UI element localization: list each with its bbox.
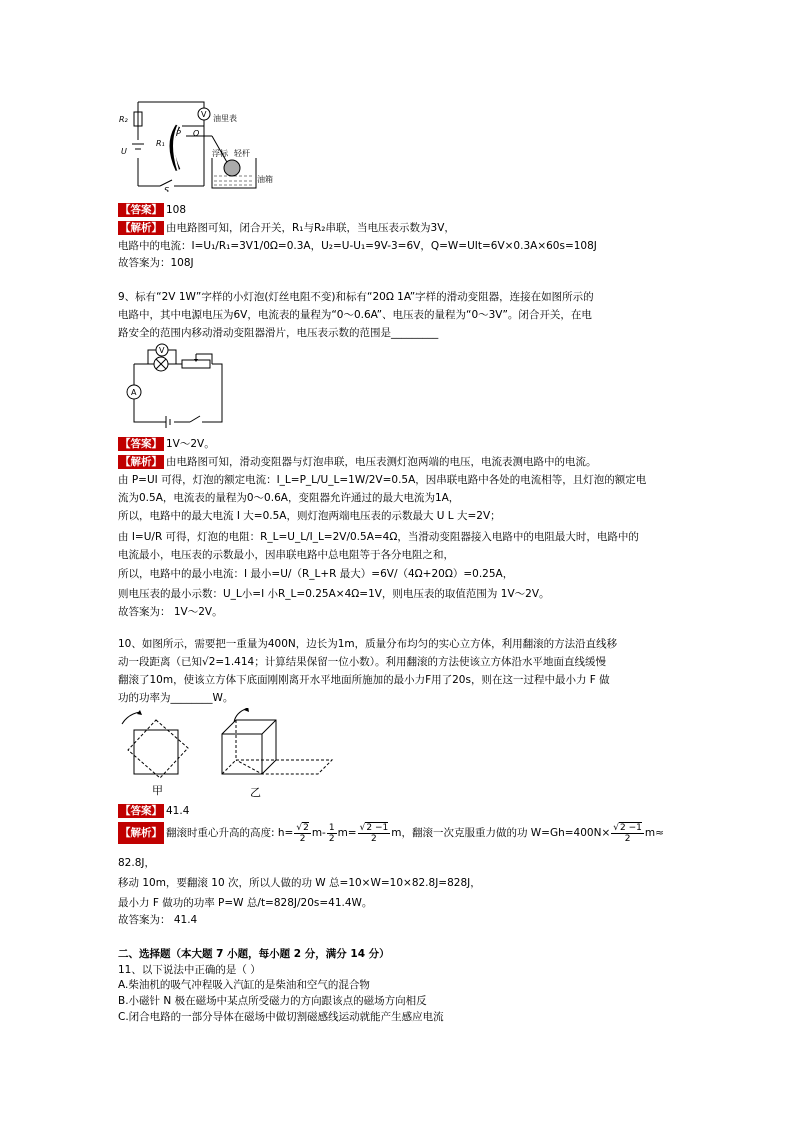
q11-option-a: A.柴油机的吸气冲程吸入汽缸的是柴油和空气的混合物 (118, 979, 370, 991)
q10-stem-2: 动一段距离（已知√2=1.414；计算结果保留一位小数）。利用翻滚的方法使该立方体沿水平地面直线缓慢 (118, 656, 606, 668)
svg-text:R₂: R₂ (119, 115, 128, 124)
q9-conclusion: 故答案为： 1V～2V。 (118, 606, 223, 618)
q9-analysis-5: 由 I=U/R 可得，灯泡的电阻：R_L=U_L/I_L=2V/0.5A=4Ω，当滑动变阻器接入电路中的电阻最大时，电路中的 (118, 531, 639, 543)
fraction-1-over-2: $\frac{1}{2}$ (328, 822, 335, 844)
svg-text:A: A (131, 388, 137, 397)
fraction-sqrt2-minus-1-over-2: $\frac{√2 -1}{2}$ (359, 822, 389, 844)
fig-yi-label: 乙 (250, 786, 261, 799)
q8-answer-line (118, 203, 186, 217)
q9-stem-2: 电路中，其中电源电压为6V，电流表的量程为“0～0.6A”、电压表的量程为“0～3V”。闭合开关，在电 (118, 309, 592, 321)
q9-analysis-2: 由 P=UI 可得，灯泡的额定电流：I_L=P_L/U_L=1W/2V=0.5A，因串联电路中各处的电流相等，且灯泡的额定电 (118, 474, 647, 486)
q10-analysis-3: 移动 10m，要翻滚 10 次，所以人做的功 W 总=10×W=10×82.8J=828J， (118, 877, 481, 889)
q9-analysis-8: 则电压表的最小示数：U_L小=I 小R_L=0.25A×4Ω=1V，则电压表的取值范围为 1V～2V。 (118, 588, 550, 600)
q10-stem-1: 10、如图所示，需要把一重量为400N，边长为1m，质量分布均匀的实心立方体，利用翻滚的方法沿直线移 (118, 638, 618, 650)
answer-tag: 【答案】 (120, 805, 162, 817)
q10-stem-4: 功的功率为________W。 (118, 692, 234, 704)
section-2-title: 二、选择题（本大题 7 小题，每小题 2 分，满分 14 分） (118, 948, 390, 960)
svg-text:O: O (193, 129, 200, 138)
svg-text:S: S (164, 186, 170, 192)
q9-stem-3: 路安全的范围内移动滑动变阻器滑片，电压表示数的范围是_________ (118, 327, 439, 339)
q8-analysis-line-1: 【解析】 由电路图可知，闭合开关，R₁与R₂串联，当电压表示数为3V， (120, 222, 455, 234)
svg-text:浮标: 浮标 (212, 149, 228, 158)
cube-rolling-diagram (118, 708, 368, 800)
svg-text:油箱: 油箱 (257, 175, 273, 184)
q9-analysis-7: 所以，电路中的最小电流：I 最小=U/（R_L+R 最大）=6V/（4Ω+20Ω）=0.25A， (118, 568, 514, 580)
fraction-sqrt2-minus-1-over-2-b: $\frac{√2 -1}{2}$ (613, 822, 642, 844)
q10-stem-3: 翻滚了10m，使该立方体下底面刚刚离开水平地面所施加的最小力F用了20s，则在这一过程中最小力 F 做 (118, 674, 610, 686)
fraction-sqrt2-over-2: $\frac{√2}{2}$ (296, 822, 309, 844)
q11-option-b: B.小磁针 N 极在磁场中某点所受磁力的方向跟该点的磁场方向相反 (118, 995, 427, 1007)
q9-analysis-4: 所以，电路中的最大电流 I 大=0.5A，则灯泡两端电压表的示数最大 U L 大=2V； (118, 510, 501, 522)
analysis-tag: 【解析】 (118, 822, 164, 844)
analysis-tag: 【解析】 (120, 222, 162, 234)
svg-text:油里表: 油里表 (213, 114, 237, 123)
q8-answer: 108 (166, 204, 187, 216)
q10-answer-line (118, 804, 189, 818)
q10-analysis-1: 【解析】 翻滚时重心升高的高度: h= $\frac{√2}{2}$ m- $\frac{1}{2}$ m= $\frac{√2 -1}{2}$ m，翻滚一次克服重力做的功 W=Gh=400N× $\frac{√2 -1}{2}$ m≈ (120, 822, 664, 844)
q8-analysis-line-2: 电路中的电流：I=U₁/R₁=3V1/0Ω=0.3A，U₂=U-U₁=9V-3=6V，Q=W=UIt=6V×0.3A×60s=108J (118, 240, 597, 252)
answer-tag: 【答案】 (120, 204, 162, 216)
q10-conclusion: 故答案为： 41.4 (118, 914, 198, 926)
q9-answer-line (118, 437, 215, 451)
q9-answer: 1V～2V。 (166, 438, 215, 450)
svg-text:轻杆: 轻杆 (234, 149, 250, 158)
q9-analysis-1: 【解析】 由电路图可知，滑动变阻器与灯泡串联，电压表测灯泡两端的电压，电流表测电路中的电流。 (120, 456, 597, 468)
oil-gauge-circuit-diagram (116, 96, 286, 192)
q9-analysis-3: 流为0.5A，电流表的量程为0～0.6A，变阻器允许通过的最大电流为1A， (118, 492, 460, 504)
q11-option-c: C.闭合电路的一部分导体在磁场中做切割磁感线运动就能产生感应电流 (118, 1011, 444, 1023)
q11-stem: 11、以下说法中正确的是（ ） (118, 964, 261, 976)
q10-analysis-4: 最小力 F 做功的功率 P=W 总/t=828J/20s=41.4W。 (118, 897, 373, 909)
q9-stem-1: 9、标有“2V 1W”字样的小灯泡(灯丝电阻不变)和标有“20Ω 1A”字样的滑动变阻器，连接在如图所示的 (118, 291, 594, 303)
q9-analysis-6: 电流最小，电压表的示数最小，因串联电路中总电阻等于各分电阻之和， (118, 549, 454, 561)
q10-analysis-2: 82.8J， (118, 857, 155, 869)
lamp-rheostat-circuit-diagram (118, 342, 228, 428)
svg-text:U: U (121, 147, 127, 156)
fig-jia-label: 甲 (152, 784, 163, 797)
svg-text:V: V (159, 346, 165, 355)
q10-answer: 41.4 (166, 805, 190, 817)
answer-tag: 【答案】 (120, 438, 162, 450)
q8-conclusion: 故答案为：108J (118, 257, 194, 269)
svg-text:P: P (176, 129, 181, 138)
svg-text:V: V (201, 110, 207, 119)
analysis-tag: 【解析】 (120, 456, 162, 468)
svg-text:R₁: R₁ (156, 139, 165, 148)
